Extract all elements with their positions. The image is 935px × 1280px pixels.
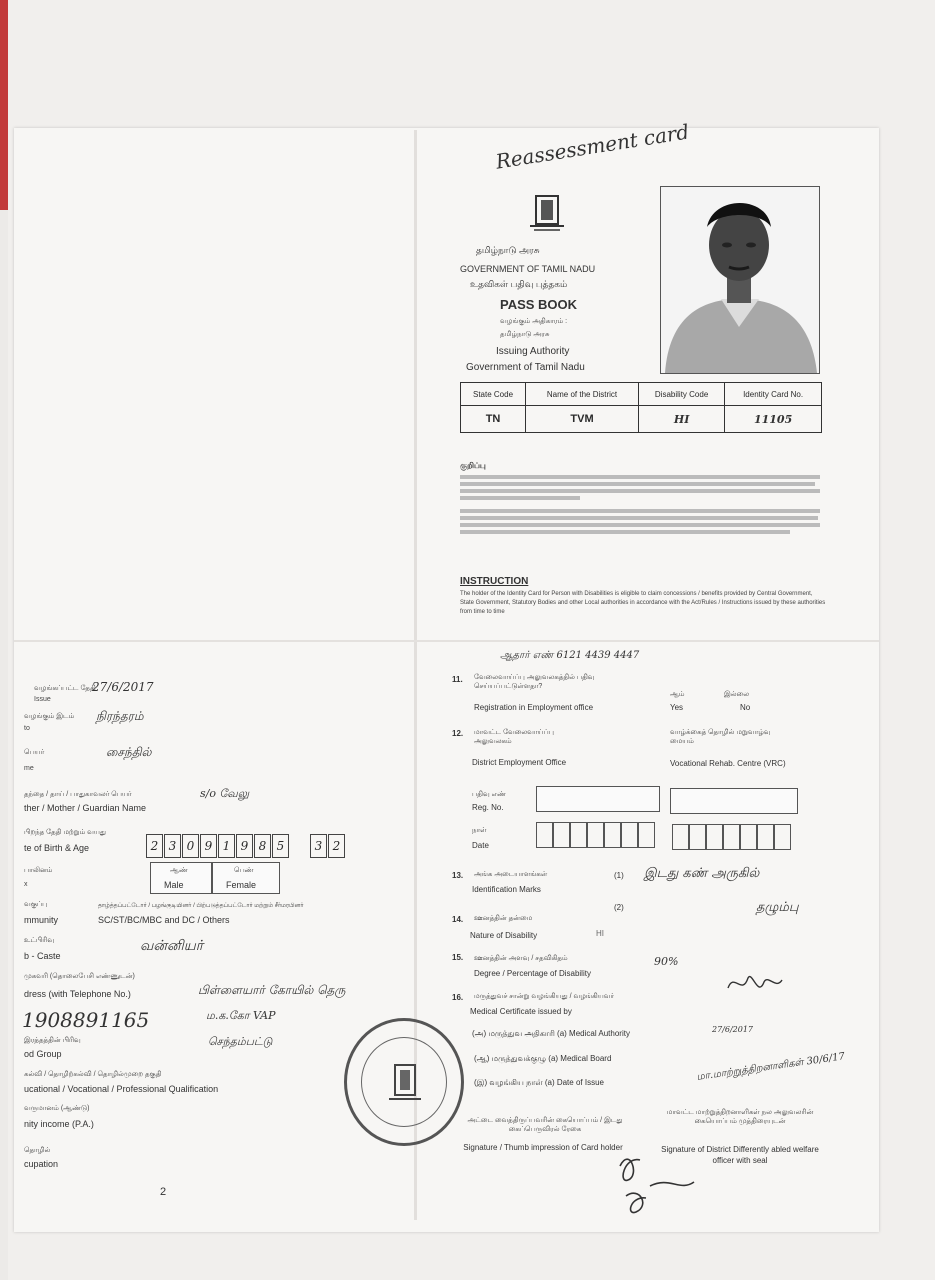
female-label: Female: [226, 880, 257, 890]
address-line-3: செந்தம்பட்டு: [208, 1035, 273, 1048]
address-label-ta: முகவரி (தொலைபேசி எண்ணுடன்): [24, 973, 135, 980]
address-label: dress (with Telephone No.): [24, 989, 131, 999]
seal-emblem-icon: [387, 1061, 423, 1103]
name-value: சைந்தில்: [106, 745, 152, 759]
dob-digit: 2: [146, 834, 163, 858]
parent-label-ta: தந்தை / தாய் / பாதுகாவலர் பெயர்: [24, 791, 132, 798]
vrc-label: Vocational Rehab. Centre (VRC): [670, 759, 786, 768]
table-header: Name of the District: [526, 383, 639, 406]
address-line-2: ம.க.கோ VAP: [206, 1009, 276, 1022]
blood-label: od Group: [24, 1049, 62, 1059]
dob-digit: 1: [218, 834, 235, 858]
q16c-value: மா.மாற்றுத்திறனாளிகள் 30/6/17: [696, 1051, 846, 1083]
government-title: GOVERNMENT OF TAMIL NADU: [460, 264, 596, 274]
dob-digit: 9: [236, 834, 253, 858]
mark-2-value: தழும்பு: [756, 900, 799, 915]
tamil-govt: தமிழ்நாடு அரசு: [476, 245, 540, 255]
date-cell: [723, 824, 740, 850]
tn-emblem-icon: [526, 190, 568, 234]
disability-signature-scribble: [724, 968, 784, 1002]
person-photo-icon: [661, 187, 819, 373]
holder-photo: [660, 186, 820, 374]
qualification-label: ucational / Vocational / Professional Qualification: [24, 1084, 219, 1094]
q13-label: Identification Marks: [472, 885, 541, 894]
occupation-label-ta: தொழில்: [24, 1147, 51, 1154]
male-label: Male: [164, 880, 184, 890]
disability-code-value: HI: [639, 406, 725, 433]
issuing-authority: Issuing Authority: [496, 346, 570, 357]
community-label: mmunity: [24, 915, 59, 925]
dob-digit: 3: [164, 834, 181, 858]
date-cell: [757, 824, 774, 850]
q12-label-ta: மாவட்ட வேலைவாய்ப்பு அலுவலகம்: [474, 729, 554, 745]
q15-label-ta: ஊனத்தின் அளவு / சதவிகிதம்: [474, 955, 568, 962]
tamil-govt-2: தமிழ்நாடு அரசு: [500, 331, 550, 338]
sex-label-ta: பாலினம்: [24, 867, 53, 874]
holder-signature-label: Signature / Thumb impression of Card holder: [463, 1143, 623, 1152]
community-label-ta: வகுப்பு: [24, 901, 48, 908]
q15-value: 90%: [654, 955, 679, 968]
mark-2-number: (2): [614, 903, 624, 912]
sex-label: x: [24, 881, 28, 888]
date-cell: [638, 822, 655, 848]
date-label-ta: நாள்: [472, 827, 487, 834]
q16c-label: (இ) வழங்கிய நாள் (a) Date of Issue: [474, 1078, 604, 1087]
officer-signature-label: Signature of District Differently abled welfare officer with seal: [661, 1145, 819, 1165]
no-label: No: [740, 703, 751, 712]
date-cell: [570, 822, 587, 848]
tamil-authority: வழங்கும் அதிகாரம் :: [500, 318, 568, 325]
mark-1-number: (1): [614, 871, 624, 880]
instruction-heading-tamil: குறிப்பு: [460, 461, 486, 470]
parent-label: ther / Mother / Guardian Name: [24, 803, 147, 813]
regno-label: Reg. No.: [472, 803, 504, 812]
q14-value: HI: [596, 929, 604, 938]
income-label-ta: வருமானம் (ஆண்டு): [24, 1105, 90, 1112]
table-header: Disability Code: [639, 383, 725, 406]
q16-label: Medical Certificate issued by: [470, 1007, 572, 1016]
q15-number: 15.: [452, 953, 464, 962]
id-card-no-value: 11105: [725, 406, 822, 433]
dob-digit: 8: [254, 834, 271, 858]
mark-1-value: இடது கண் அருகில்: [644, 866, 760, 881]
phone-number: 1908891165: [22, 1008, 150, 1032]
table-header: Identity Card No.: [725, 383, 822, 406]
codes-table: [460, 382, 822, 433]
tamil-passbook: உதவிகள் பதிவு புத்தகம்: [470, 279, 568, 289]
page-number: 2: [160, 1186, 167, 1198]
q13-number: 13.: [452, 871, 464, 880]
date-cell: [536, 822, 553, 848]
community-options: SC/ST/BC/MBC and DC / Others: [98, 915, 230, 925]
no-label-ta: இல்லை: [724, 691, 750, 698]
date-cell: [672, 824, 689, 850]
instruction-text: The holder of the Identity Card for Person with Disabilities is eligible to claim concessions / benefits provided by Central Government, State Government, Statutory Bodies and other Local authorities in accordance with the Act/Rules / Instructions issued by these authorities from time to time: [460, 591, 826, 615]
medical-board-seal: [344, 1018, 464, 1146]
issue-date-label-ta: வழங்கப்பட்ட தேதி: [34, 685, 96, 692]
officer-signature-label-ta: மாவட்ட மாற்றுத்திறனாளிகள் நல அலுவலரின் கையொப்பம் முத்திரையுடன்: [666, 1109, 814, 1125]
horizontal-fold: [14, 640, 879, 642]
male-label-ta: ஆண்: [170, 867, 188, 874]
issue-label: Issue: [34, 696, 51, 703]
address-line-1: பிள்ளையார் கோயில் தெரு: [198, 983, 346, 997]
q16b-label: (ஆ) மருத்துவக்குழு (a) Medical Board: [474, 1054, 612, 1063]
q16-number: 16.: [452, 993, 464, 1002]
date-cell: [774, 824, 791, 850]
age-digit: 3: [310, 834, 327, 858]
occupation-label: cupation: [24, 1159, 59, 1169]
state-code-value: TN: [461, 406, 526, 433]
instruction-heading: INSTRUCTION: [460, 576, 529, 587]
q11-label: Registration in Employment office: [474, 703, 594, 712]
dob-digit: 5: [272, 834, 289, 858]
vrc-reg-no-field: [670, 788, 798, 814]
subcaste-label: b - Caste: [24, 951, 61, 961]
q15-label: Degree / Percentage of Disability: [474, 969, 591, 978]
dob-digit: 0: [182, 834, 199, 858]
table-header: State Code: [461, 383, 526, 406]
district-value: TVM: [526, 406, 639, 433]
q16-label-ta: மருத்துவச் சான்று வழங்கியது / வழங்கியவர்: [474, 993, 615, 1000]
date-cell: [706, 824, 723, 850]
dob-digit: 9: [200, 834, 217, 858]
name-label-ta: பெயர்: [24, 749, 45, 756]
q16a-label: (அ) மருத்துவ அதிகாரி (a) Medical Authority: [472, 1029, 630, 1038]
holder-signature-scribble: [610, 1146, 700, 1222]
vrc-label-ta: வாழ்க்கைத் தொழில் மறுவாழ்வு மையம்: [670, 729, 771, 745]
subcaste-value: வன்னியர்: [140, 938, 204, 954]
dob-label-ta: பிறந்த தேதி மற்றும் வயது: [24, 829, 106, 836]
dob-label: te of Birth & Age: [24, 843, 90, 853]
community-options-ta: தாழ்த்தப்பட்டோர் / பழங்குடியினர் / பிற்படுத்தப்பட்டோர் மற்றும் சீர்மரபினர்: [98, 903, 304, 909]
q12-number: 12.: [452, 729, 464, 738]
age-digit: 2: [328, 834, 345, 858]
pass-book-title: PASS BOOK: [500, 297, 578, 312]
name-label: me: [24, 765, 34, 772]
blood-label-ta: இரத்தத்தின் பிரிவு: [24, 1037, 81, 1044]
holder-signature-label-ta: அட்டை வைத்திருப்பவரின் கையொப்பம் / இடது கைப்பெருவிரல் ரேகை: [467, 1117, 623, 1133]
regno-label-ta: பதிவு எண்: [472, 791, 506, 798]
q14-number: 14.: [452, 915, 464, 924]
income-label: nity income (P.A.): [24, 1119, 94, 1129]
qualification-label-ta: கல்வி / தொழிற்கல்வி / தொழில்முறை தகுதி: [24, 1071, 162, 1078]
female-label-ta: பெண்: [234, 867, 254, 874]
q11-number: 11.: [452, 675, 463, 684]
q16a-value: 27/6/2017: [712, 1025, 754, 1034]
yes-label-ta: ஆம்: [670, 691, 685, 698]
place-value: நிரந்தரம்: [96, 709, 144, 723]
date-cell: [740, 824, 757, 850]
date-label: Date: [472, 841, 489, 850]
place-label-ta: வழங்கும் இடம்: [24, 713, 75, 720]
govt-of-tn: Government of Tamil Nadu: [466, 362, 585, 373]
date-cell: [553, 822, 570, 848]
parent-value: s/o வேலு: [200, 787, 250, 800]
date-cell: [604, 822, 621, 848]
issue-date-value: 27/6/2017: [92, 680, 154, 694]
tamil-instruction-lines: [460, 472, 830, 537]
q14-label: Nature of Disability: [470, 931, 538, 940]
date-cell: [587, 822, 604, 848]
q14-label-ta: ஊனத்தின் தன்மை: [474, 915, 533, 922]
subcaste-label-ta: உட்பிரிவு: [24, 937, 55, 944]
date-cell: [689, 824, 706, 850]
q11-label-ta: வேலைவாய்ப்பு அலுவலகத்தில் பதிவு செய்யப்பட்டுள்ளதா?: [474, 674, 595, 690]
employment-reg-no-field: [536, 786, 660, 812]
q12-label: District Employment Office: [472, 758, 567, 767]
aadhaar-handwritten: ஆதார் எண் 6121 4439 4447: [500, 650, 640, 661]
date-cell: [621, 822, 638, 848]
yes-label: Yes: [670, 703, 684, 712]
place-label: to: [24, 725, 30, 732]
handwritten-title: Reassessment card: [494, 119, 691, 174]
q13-label-ta: அங்க அடையாளங்கள்: [474, 871, 548, 878]
